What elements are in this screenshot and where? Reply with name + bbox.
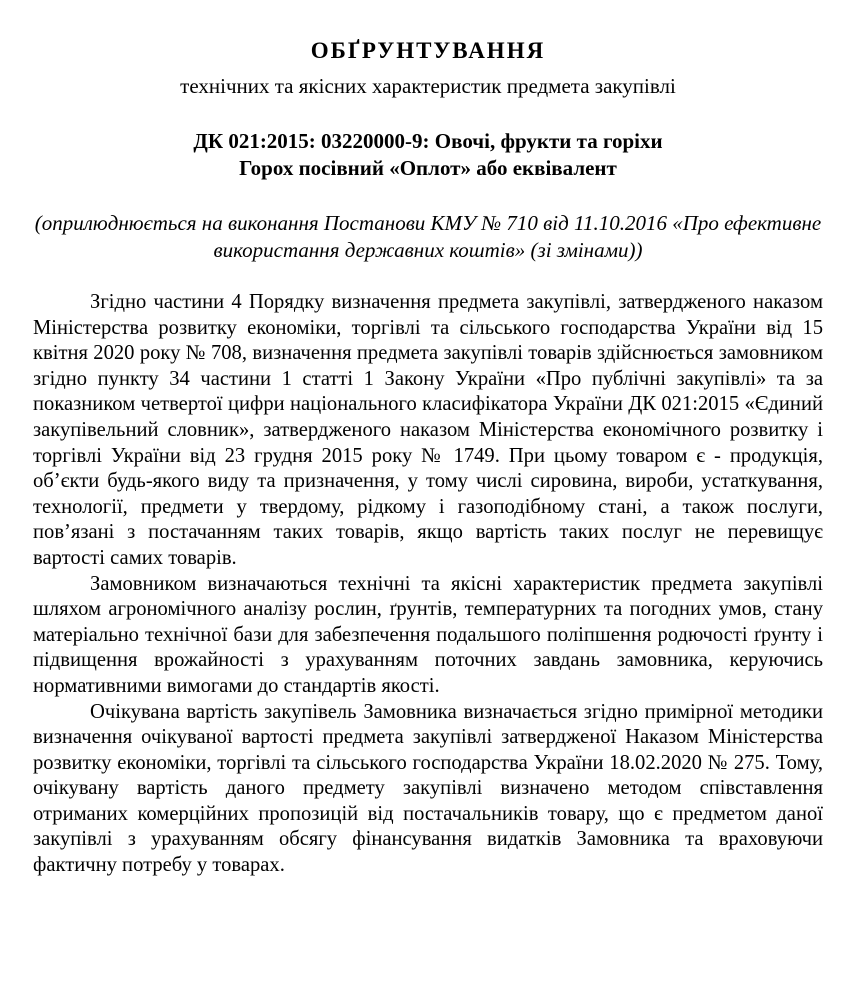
legal-note: (оприлюднюється на виконання Постанови КМУ № 710 від 11.10.2016 «Про ефективне використання державних коштів» (зі змінами)) xyxy=(34,211,822,262)
product-heading: Горох посівний «Оплот» або еквівалент xyxy=(239,156,617,180)
document-subtitle: технічних та якісних характеристик предмета закупівлі xyxy=(180,74,676,98)
document-body xyxy=(33,290,823,879)
body-paragraph: Замовником визначаються технічні та якісні характеристик предмета закупівлі шляхом агрономічного аналізу рослин, ґрунтів, температурних та погодних умов, стану матеріально технічної бази для забезпечення подальшого поліпшення родючості ґрунту і підвищення врожайності з урахуванням поточних завдань замовника, керуючись нормативними вимогами до стандартів якості. xyxy=(33,572,823,697)
cpv-code-heading: ДК 021:2015: 03220000-9: Овочі, фрукти та горіхи xyxy=(193,129,663,153)
body-paragraph: Згідно частини 4 Порядку визначення предмета закупівлі, затвердженого наказом Міністерства розвитку економіки, торгівлі та сільського господарства України від 15 квітня 2020 року № 708, визначення предмета закупівлі товарів здійснюється замовником згідно пункту 34 частини 1 статті 1 Закону України «Про публічні закупівлі» та за показником четвертої цифри національного класифікатора України ДК 021:2015 «Єдиний закупівельний словник», затвердженого наказом Міністерства економічного розвитку і торгівлі України від 23 грудня 2015 року № 1749. При цьому товаром є - продукція, об’єкти будь-якого виду та призначення, у тому числі сировина, вироби, устаткування, технології, предмети у твердому, рідкому і газоподібному стані, а також послуги, пов’язані з постачанням таких товарів, якщо вартість таких послуг не перевищує вартості самих товарів. xyxy=(33,291,823,569)
body-paragraph: Очікувана вартість закупівель Замовника визначається згідно примірної методики визначення очікуваної вартості предмета закупівлі затвердженої Наказом Міністерства розвитку економіки, торгівлі та сільського господарства України 18.02.2020 № 275. Тому, очікувану вартість даного предмету закупівлі визначено методом співставлення отриманих комерційних пропозицій від постачальників товару, що є предметом даної закупівлі з урахуванням обсягу фінансування видатків Замовника та враховуючи фактичну потребу у товарах. xyxy=(33,700,823,877)
document-title: ОБҐРУНТУВАННЯ xyxy=(310,38,546,63)
